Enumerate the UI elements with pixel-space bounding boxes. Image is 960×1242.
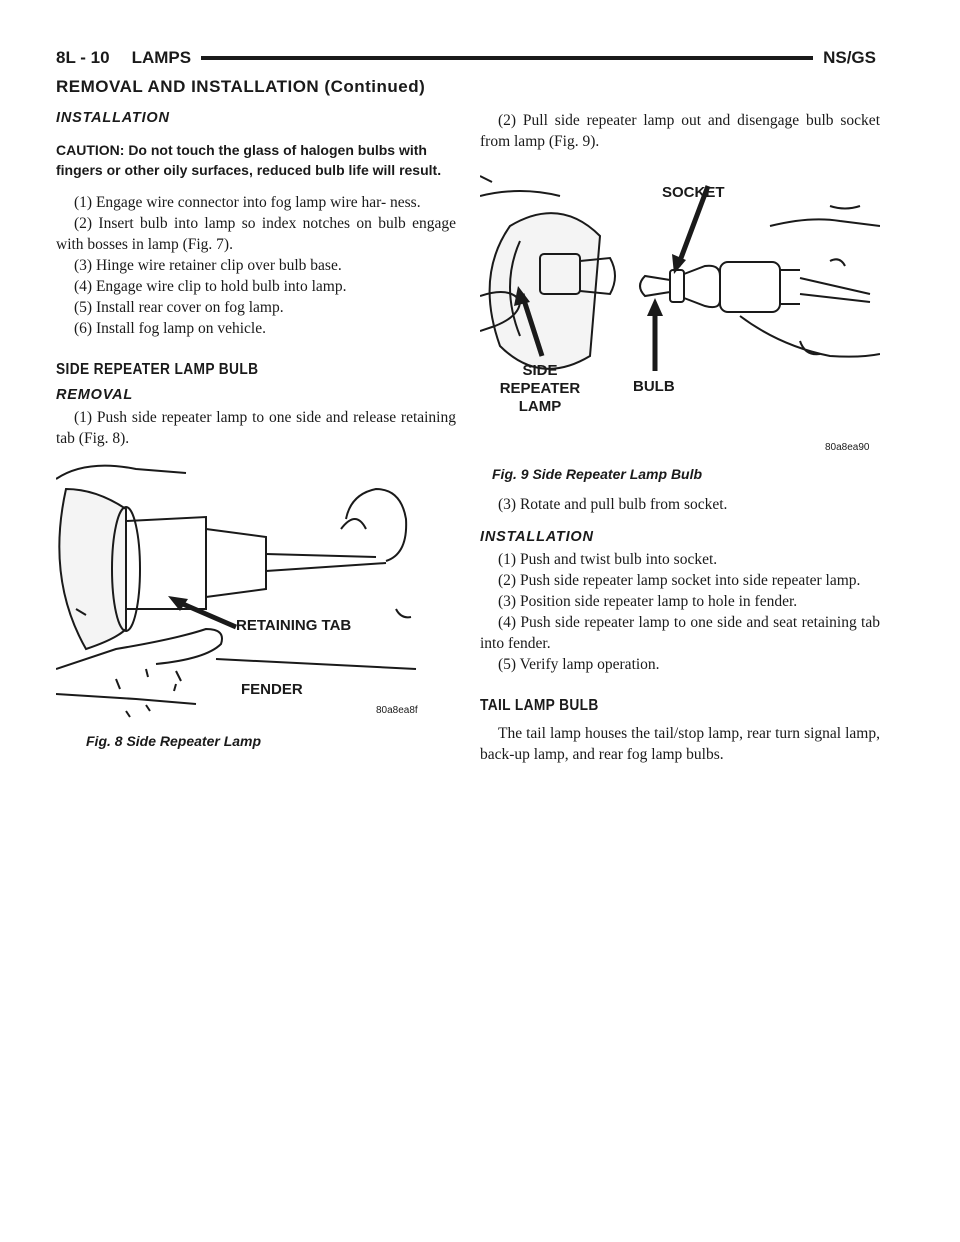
installation-subheading: INSTALLATION (480, 529, 594, 545)
caution-note: CAUTION: Do not touch the glass of halogen bulbs with fingers or other oily surfaces, reduced bulb life will result. (56, 142, 442, 178)
installation-subheading: INSTALLATION (56, 110, 170, 126)
chapter-title: LAMPS (131, 48, 192, 67)
fog-step: (3) Hinge wire retainer clip over bulb base. (74, 257, 342, 274)
right-column (480, 110, 880, 765)
install-step: (3) Position side repeater lamp to hole in fender. (498, 593, 798, 610)
figure-9-caption: Fig. 9 Side Repeater Lamp Bulb (492, 466, 703, 482)
figure-9 (480, 166, 880, 456)
callout-side-repeater-lamp (484, 362, 596, 416)
removal-step: (2) Pull side repeater lamp out and disengage bulb socket from lamp (Fig. 9). (480, 112, 880, 150)
callout-lamp: LAMP (518, 398, 562, 415)
callout-fender: FENDER (241, 681, 303, 698)
page-number: 8L - 10 (56, 48, 110, 67)
side-repeater-heading: SIDE REPEATER LAMP BULB (56, 361, 259, 378)
figure-id: 80a8ea8f (376, 705, 418, 716)
removal-step: (3) Rotate and pull bulb from socket. (498, 496, 728, 513)
fog-step: (1) Engage wire connector into fog lamp wire har- ness. (74, 194, 421, 211)
install-step: (5) Verify lamp operation. (498, 656, 660, 673)
install-step: (1) Push and twist bulb into socket. (498, 551, 718, 568)
callout-socket: SOCKET (662, 184, 725, 201)
header-rule (201, 56, 813, 60)
fog-step: (5) Install rear cover on fog lamp. (74, 299, 284, 316)
figure-8 (56, 459, 456, 729)
callout-repeater: REPEATER (499, 380, 581, 397)
figure-8-caption: Fig. 8 Side Repeater Lamp (86, 733, 262, 749)
callout-side: SIDE (522, 362, 558, 379)
figure-id: 80a8ea90 (825, 442, 870, 453)
removal-step: (1) Push side repeater lamp to one side and release retaining tab (Fig. 8). (56, 409, 456, 447)
install-step: (4) Push side repeater lamp to one side and seat retaining tab into fender. (480, 614, 880, 652)
callout-retaining-tab: RETAINING TAB (236, 617, 352, 634)
fog-step: (4) Engage wire clip to hold bulb into lamp. (74, 278, 347, 295)
fog-step: (2) Insert bulb into lamp so index notches on bulb engage with bosses in lamp (Fig. 7). (56, 215, 456, 253)
tail-lamp-text: The tail lamp houses the tail/stop lamp, rear turn signal lamp, back-up lamp, and rear fog lamp bulbs. (480, 725, 880, 763)
callout-bulb: BULB (633, 378, 675, 395)
install-step: (2) Push side repeater lamp socket into side repeater lamp. (498, 572, 861, 589)
left-column (56, 110, 456, 761)
section-title: REMOVAL AND INSTALLATION (Continued) (56, 77, 426, 96)
tail-lamp-heading: TAIL LAMP BULB (480, 697, 599, 714)
fog-step: (6) Install fog lamp on vehicle. (74, 320, 266, 337)
removal-subheading: REMOVAL (56, 387, 134, 403)
model-code: NS/GS (823, 48, 876, 67)
page-header (56, 44, 876, 72)
